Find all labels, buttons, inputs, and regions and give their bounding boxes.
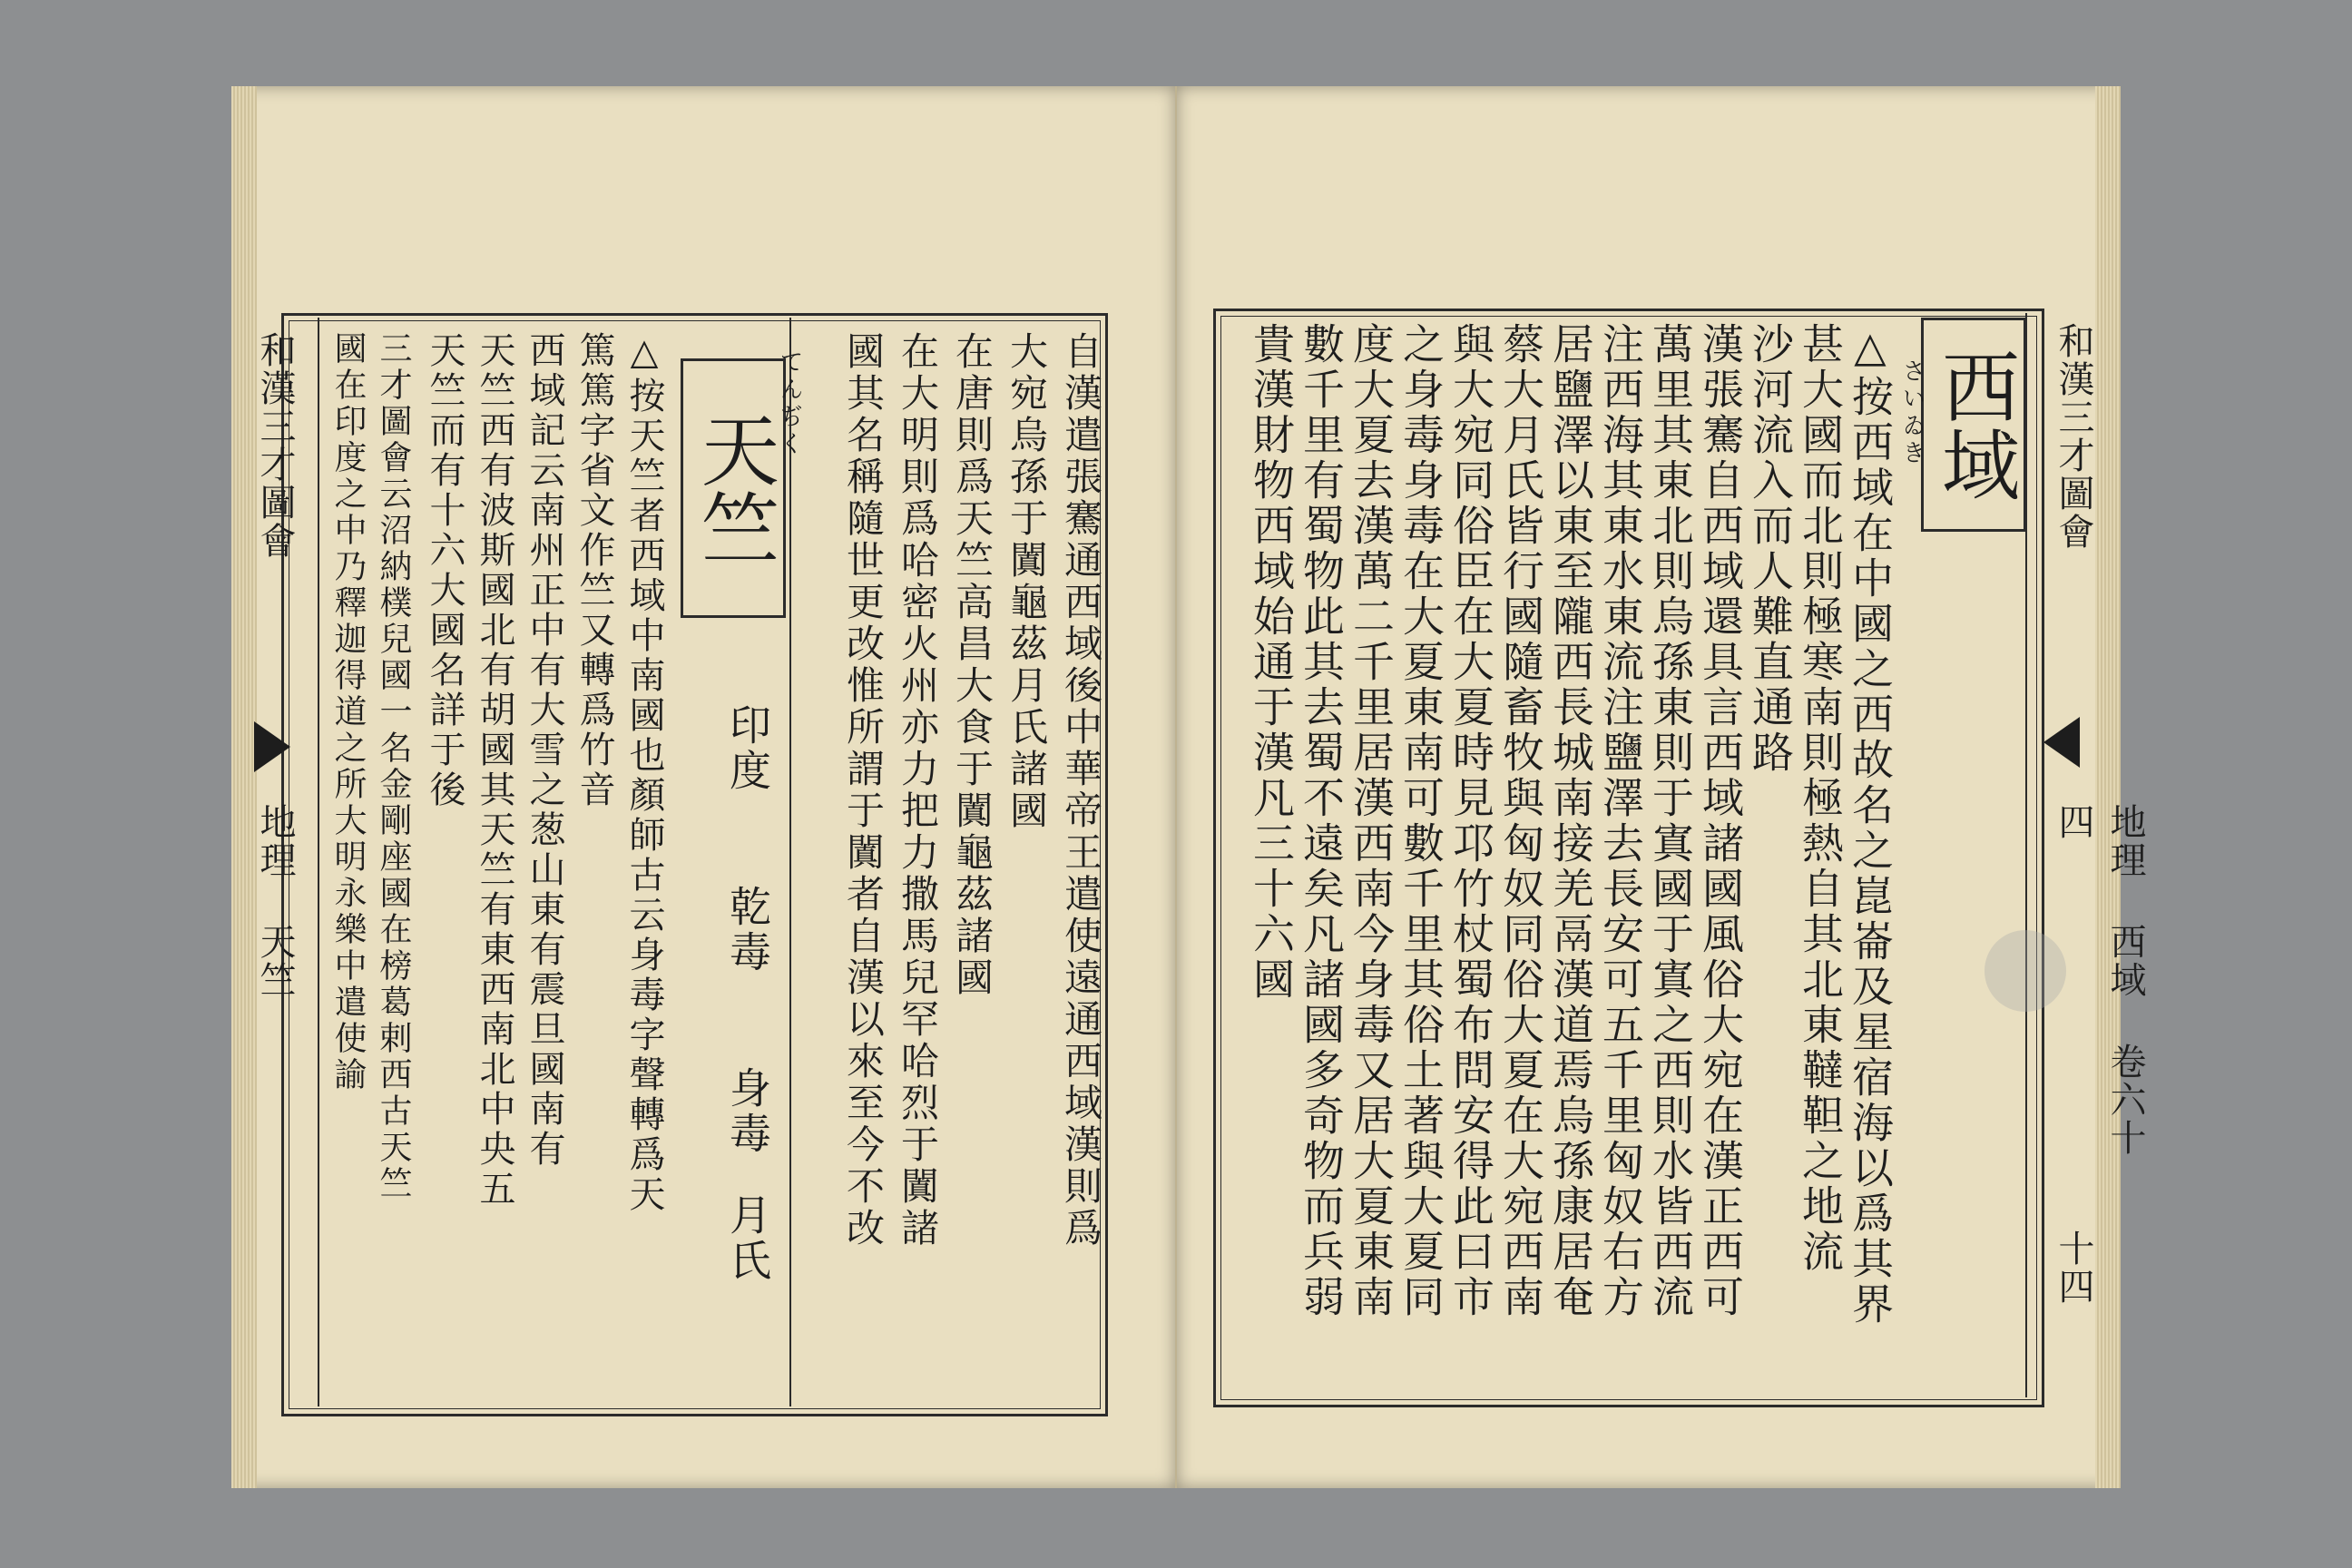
- heading-divider: [789, 318, 791, 1406]
- body-column: △按西域在中國之西故名之崑崙及星宿海以爲其界: [1846, 322, 1895, 1328]
- page-number: 十四: [2053, 1230, 2094, 1306]
- body-column: 大宛烏孫于闐龜茲月氏諸國: [1004, 331, 1049, 832]
- body-column: 蔡大月氏皆行國隨畜牧與匈奴同俗大夏在大宛西南: [1496, 322, 1545, 1320]
- body-column: 與大宛同俗臣在大夏時見邛竹杖蜀布問安得此曰市: [1446, 322, 1495, 1320]
- body-column: 注西海其東水東流注鹽澤去長安可五千里匈奴右方: [1596, 322, 1645, 1320]
- gutter-title: 和漢三才圖會: [2053, 322, 2094, 551]
- heading-reading: さいゐき: [1898, 358, 1926, 467]
- left-page: [231, 86, 1177, 1488]
- body-column: 度大夏去漢萬二千里居漢西南今身毒又居大夏東南: [1347, 322, 1396, 1320]
- body-column: 三才圖會云沼納樸兒國一名金剛座國在榜葛剌西古天竺: [375, 331, 412, 1202]
- body-column: 在唐則爲天竺高昌大食于闐龜茲諸國: [950, 331, 995, 999]
- fold-mark: [2043, 717, 2080, 768]
- body-column: 國其名稱隨世更改惟所謂于闐者自漢以來至今不改: [841, 331, 886, 1250]
- alias-0: 印度: [723, 703, 772, 794]
- open-book: [231, 86, 2146, 1488]
- body-column: 居鹽澤以東至隴西長城南接羌鬲漢道焉烏孫康居奄: [1546, 322, 1595, 1320]
- body-column: 在大明則爲哈密火州亦力把力撒馬兒罕哈烈于闐諸: [896, 331, 940, 1250]
- gutter-title: 和漢三才圖會: [254, 331, 296, 560]
- gutter-rule: [318, 318, 319, 1406]
- gutter-section: 地理 天竺: [254, 803, 296, 999]
- body-column: 天竺而有十六大國名詳于後: [424, 331, 466, 810]
- body-column: △按天竺者西域中南國也顏師古云身毒字聲轉爲天: [623, 331, 665, 1215]
- alias-3: 月氏: [723, 1193, 772, 1284]
- body-column: 西域記云南州正中有大雪之葱山東有震旦國南有: [524, 331, 565, 1170]
- body-column: 自漢遣張騫通西域後中華帝王遣使遠通西域漢則爲: [1059, 331, 1103, 1250]
- heading-reading: てんぢく: [776, 349, 803, 458]
- body-column: 數千里有蜀物此其去蜀不遠矣凡諸國多奇物而兵弱: [1297, 322, 1346, 1320]
- body-column: 萬里其東北則烏孫東則于寘國于寘之西則水皆西流: [1646, 322, 1695, 1320]
- body-column: 之身毒身毒在大夏東南可數千里其俗土著與大夏同: [1396, 322, 1446, 1320]
- alias-1: 乾毒: [723, 885, 772, 975]
- library-seal: [1984, 930, 2066, 1012]
- fold-mark: [254, 721, 290, 772]
- right-page: [1175, 86, 2146, 1488]
- body-column: 漢張騫自西域還具言西域諸國風俗大宛在漢正西可: [1696, 322, 1745, 1320]
- body-column: 沙河流入而人難直通路: [1746, 322, 1795, 776]
- heading-saiiki: 西域: [1921, 318, 2026, 532]
- body-column: 天竺西有波斯國北有胡國其天竺有東西南北中央五: [474, 331, 515, 1210]
- body-column: 篤篤字省文作竺又轉爲竹音: [573, 331, 615, 810]
- gutter-section: 地理 西域 卷六十四: [2053, 803, 2146, 1157]
- body-column: 貴漢財物西域始通于漢凡三十六國: [1247, 322, 1296, 1003]
- body-column: 甚大國而北則極寒南則極熱自其北東韃靼之地流: [1796, 322, 1845, 1275]
- heading-tenjiku: 天竺: [681, 358, 786, 618]
- body-column: 國在印度之中乃釋迦得道之所大明永樂中遣使諭: [329, 331, 367, 1093]
- alias-2: 身毒: [723, 1066, 772, 1157]
